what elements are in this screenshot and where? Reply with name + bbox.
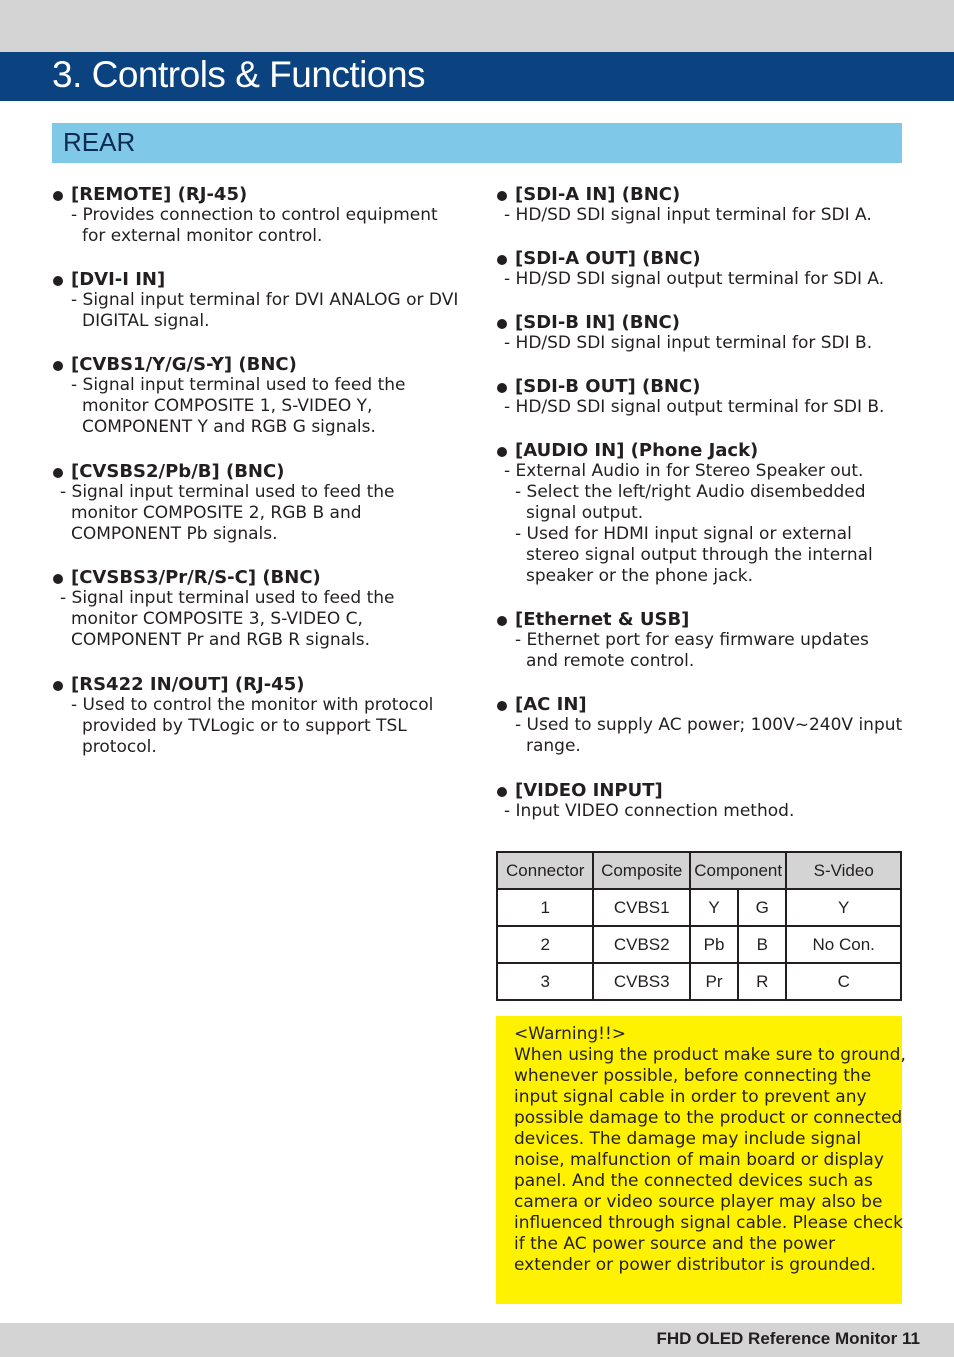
item-description: - Provides connection to control equipment for external monitor control. xyxy=(71,205,438,246)
item-cvbs1 xyxy=(52,354,462,438)
table-cell: R xyxy=(738,963,786,1000)
table-cell: Y xyxy=(786,889,901,926)
chapter-title: 3. Controls & Functions xyxy=(52,54,426,95)
item-heading: [AC IN] xyxy=(496,694,906,715)
table-cell: Pr xyxy=(690,963,738,1000)
item-cvbs2 xyxy=(52,461,462,545)
chapter-title-bar xyxy=(0,52,954,101)
item-heading: [CVSBS2/Pb/B] (BNC) xyxy=(52,461,462,482)
item-description: - HD/SD SDI signal input terminal for SDI A. xyxy=(504,205,872,225)
item-heading: [SDI-A OUT] (BNC) xyxy=(496,248,906,269)
item-sdi-b-in xyxy=(496,312,906,354)
item-dvi-in xyxy=(52,269,462,332)
table-header: Connector xyxy=(497,852,593,889)
item-description: - Signal input terminal used to feed the monitor COMPOSITE 3, S-VIDEO C, COMPONENT Pr and RGB R signals. xyxy=(60,588,395,650)
item-description: - Input VIDEO connection method. xyxy=(504,801,795,821)
item-description: - Used to control the monitor with protocol provided by TVLogic or to support TSL protocol. xyxy=(71,695,434,757)
item-description: - External Audio in for Stereo Speaker out. xyxy=(504,461,864,481)
section-title: REAR xyxy=(63,127,136,157)
item-description: - HD/SD SDI signal input terminal for SDI B. xyxy=(504,333,873,353)
table-cell: 2 xyxy=(497,926,593,963)
table-cell: B xyxy=(738,926,786,963)
item-sdi-a-in xyxy=(496,184,906,226)
item-description: - HD/SD SDI signal output terminal for SDI A. xyxy=(504,269,885,289)
right-column xyxy=(496,184,906,844)
table-cell: CVBS2 xyxy=(593,926,689,963)
item-description: - Used to supply AC power; 100V~240V input range. xyxy=(515,715,903,756)
item-audio-in xyxy=(496,440,906,587)
item-description: - Signal input terminal used to feed the monitor COMPOSITE 1, S-VIDEO Y, COMPONENT Y and RGB G signals. xyxy=(71,375,406,437)
table-cell: No Con. xyxy=(786,926,901,963)
item-heading: [REMOTE] (RJ-45) xyxy=(52,184,462,205)
table-cell: 3 xyxy=(497,963,593,1000)
table-row xyxy=(497,963,901,1000)
item-heading: [SDI-B IN] (BNC) xyxy=(496,312,906,333)
item-description: - Select the left/right Audio disembedded signal output. xyxy=(515,482,866,523)
item-ethernet-usb xyxy=(496,609,906,672)
warning-box xyxy=(496,1016,906,1304)
footer-text: FHD OLED Reference Monitor 11 xyxy=(656,1329,920,1348)
table-header: Composite xyxy=(593,852,689,889)
item-heading: [SDI-B OUT] (BNC) xyxy=(496,376,906,397)
table-row xyxy=(497,889,901,926)
item-heading: [DVI-I IN] xyxy=(52,269,462,290)
table-cell: 1 xyxy=(497,889,593,926)
table-row xyxy=(497,926,901,963)
warning-body: When using the product make sure to ground, whenever possible, before connecting the input signal cable in order to prevent any possible damage to the product or connected devices. The damage may include signal noise, malfunction of main board or display panel. And the connected devices such as camera or video source player may also be influenced through signal cable. Please check if the AC power source and the power extender or power distributor is grounded. xyxy=(514,1045,906,1275)
item-heading: [CVSBS3/Pr/R/S-C] (BNC) xyxy=(52,567,462,588)
item-heading: [Ethernet & USB] xyxy=(496,609,906,630)
item-description: - Ethernet port for easy firmware updates and remote control. xyxy=(515,630,869,671)
item-cvbs3 xyxy=(52,567,462,651)
item-description: - Signal input terminal for DVI ANALOG or DVI DIGITAL signal. xyxy=(71,290,459,331)
video-input-table xyxy=(496,851,902,1001)
table-header: Component xyxy=(690,852,786,889)
section-header xyxy=(52,123,902,163)
item-description: - Used for HDMI input signal or external stereo signal output through the internal speaker or the phone jack. xyxy=(515,524,873,586)
page-footer xyxy=(0,1323,954,1357)
item-sdi-a-out xyxy=(496,248,906,290)
item-ac-in xyxy=(496,694,906,757)
item-remote xyxy=(52,184,462,247)
table-cell: C xyxy=(786,963,901,1000)
table-cell: CVBS1 xyxy=(593,889,689,926)
table-cell: G xyxy=(738,889,786,926)
item-heading: [RS422 IN/OUT] (RJ-45) xyxy=(52,674,462,695)
warning-title: <Warning!!> xyxy=(514,1024,627,1044)
item-sdi-b-out xyxy=(496,376,906,418)
table-cell: Pb xyxy=(690,926,738,963)
table-header: S-Video xyxy=(786,852,901,889)
table-header-row xyxy=(497,852,901,889)
left-column xyxy=(52,184,462,780)
item-video-input xyxy=(496,780,906,822)
item-heading: [CVBS1/Y/G/S-Y] (BNC) xyxy=(52,354,462,375)
table-cell: CVBS3 xyxy=(593,963,689,1000)
item-description: - HD/SD SDI signal output terminal for SDI B. xyxy=(504,397,885,417)
item-rs422 xyxy=(52,674,462,758)
item-heading: [SDI-A IN] (BNC) xyxy=(496,184,906,205)
table-cell: Y xyxy=(690,889,738,926)
top-margin-bar xyxy=(0,0,954,52)
item-description: - Signal input terminal used to feed the monitor COMPOSITE 2, RGB B and COMPONENT Pb signals. xyxy=(60,482,395,544)
item-heading: [AUDIO IN] (Phone Jack) xyxy=(496,440,906,461)
item-heading: [VIDEO INPUT] xyxy=(496,780,906,801)
